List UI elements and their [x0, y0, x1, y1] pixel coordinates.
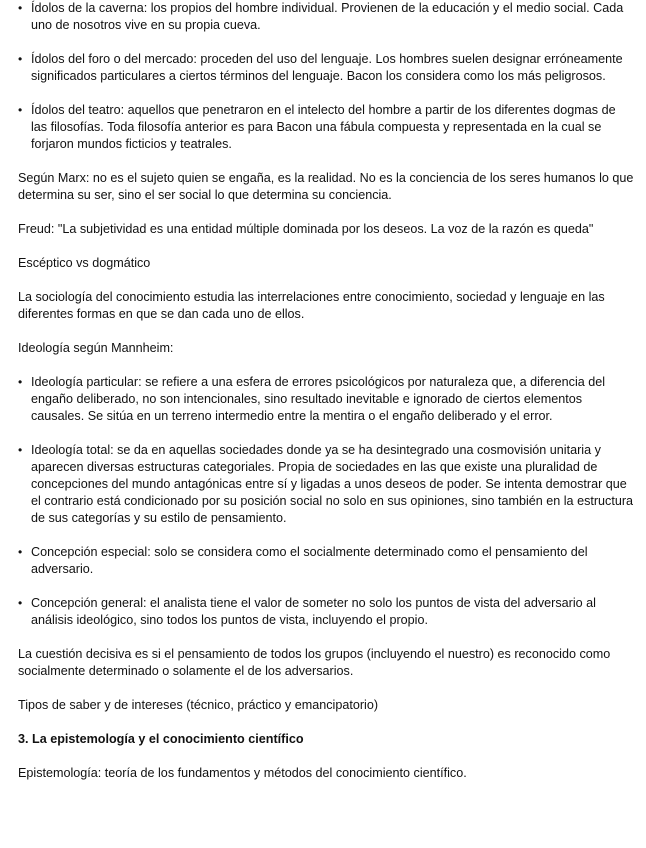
- document-page: [18, 0, 634, 782]
- paragraph-freud: Freud: "La subjetividad es una entidad múltiple dominada por los deseos. La voz de la razón es queda": [18, 222, 594, 236]
- paragraph-marx: Según Marx: no es el sujeto quien se engaña, es la realidad. No es la conciencia de los seres humanos lo que determina su ser, sino el ser social lo que determina su conciencia.: [18, 171, 634, 202]
- list-item: • Ídolos de la caverna: los propios del hombre individual. Provienen de la educación y el medio social. Cada uno de nosotros vive en su propia cueva.: [18, 0, 634, 34]
- list-item: • Ideología particular: se refiere a una esfera de errores psicológicos por naturaleza que, a diferencia del engaño deliberado, no son intencionales, sino resultado inevitable e ignorado de ciertos elementos causales. Se sitúa en un terreno intermedio entre la mentira o el engaño deliberado y el error.: [18, 374, 634, 425]
- paragraph-sociologia: La sociología del conocimiento estudia las interrelaciones entre conocimiento, sociedad y lenguaje en las diferentes formas en que se dan cada uno de ellos.: [18, 290, 605, 321]
- paragraph-cuestion: La cuestión decisiva es si el pensamiento de todos los grupos (incluyendo el nuestro) es reconocido como socialmente determinado o solamente el de los adversarios.: [18, 647, 611, 678]
- list-item: • Concepción especial: solo se considera como el socialmente determinado como el pensamiento del adversario.: [18, 544, 634, 578]
- paragraph-epistemologia: Epistemología: teoría de los fundamentos y métodos del conocimiento científico.: [18, 766, 467, 780]
- list-item: • Ídolos del foro o del mercado: proceden del uso del lenguaje. Los hombres suelen designar erróneamente significados particulares a ciertos términos del lenguaje. Bacon los considera como los más peligrosos.: [18, 51, 634, 85]
- paragraph-mannheim: Ideología según Mannheim:: [18, 341, 174, 355]
- idolos-list: [18, 0, 634, 153]
- list-item: • Concepción general: el analista tiene el valor de someter no solo los puntos de vista del adversario al análisis ideológico, sino todos los puntos de vista, incluyendo el propio.: [18, 595, 634, 629]
- list-item: • Ideología total: se da en aquellas sociedades donde ya se ha desintegrado una cosmovisión unitaria y aparecen diversas estructuras categoriales. Propia de sociedades en las que existe una pluralidad de concepciones del mundo antagónicas entre sí y ligadas a unos deseos de poder. Se intenta demostrar que el contrario está condicionado por su posición social no solo en sus opiniones, sino también en la estructura de sus categorías y su estilo de pensamiento.: [18, 442, 634, 527]
- list-item: • Ídolos del teatro: aquellos que penetraron en el intelecto del hombre a partir de los diferentes dogmas de las filosofías. Toda filosofía anterior es para Bacon una fábula compuesta y representada en la cual se forjaron mundos ficticios y teatrales.: [18, 102, 634, 153]
- paragraph-esceptico: Escéptico vs dogmático: [18, 256, 151, 270]
- mannheim-list: [18, 374, 634, 629]
- paragraph-tipos: Tipos de saber y de intereses (técnico, práctico y emancipatorio): [18, 698, 379, 712]
- section-heading: 3. La epistemología y el conocimiento científico: [18, 732, 304, 746]
